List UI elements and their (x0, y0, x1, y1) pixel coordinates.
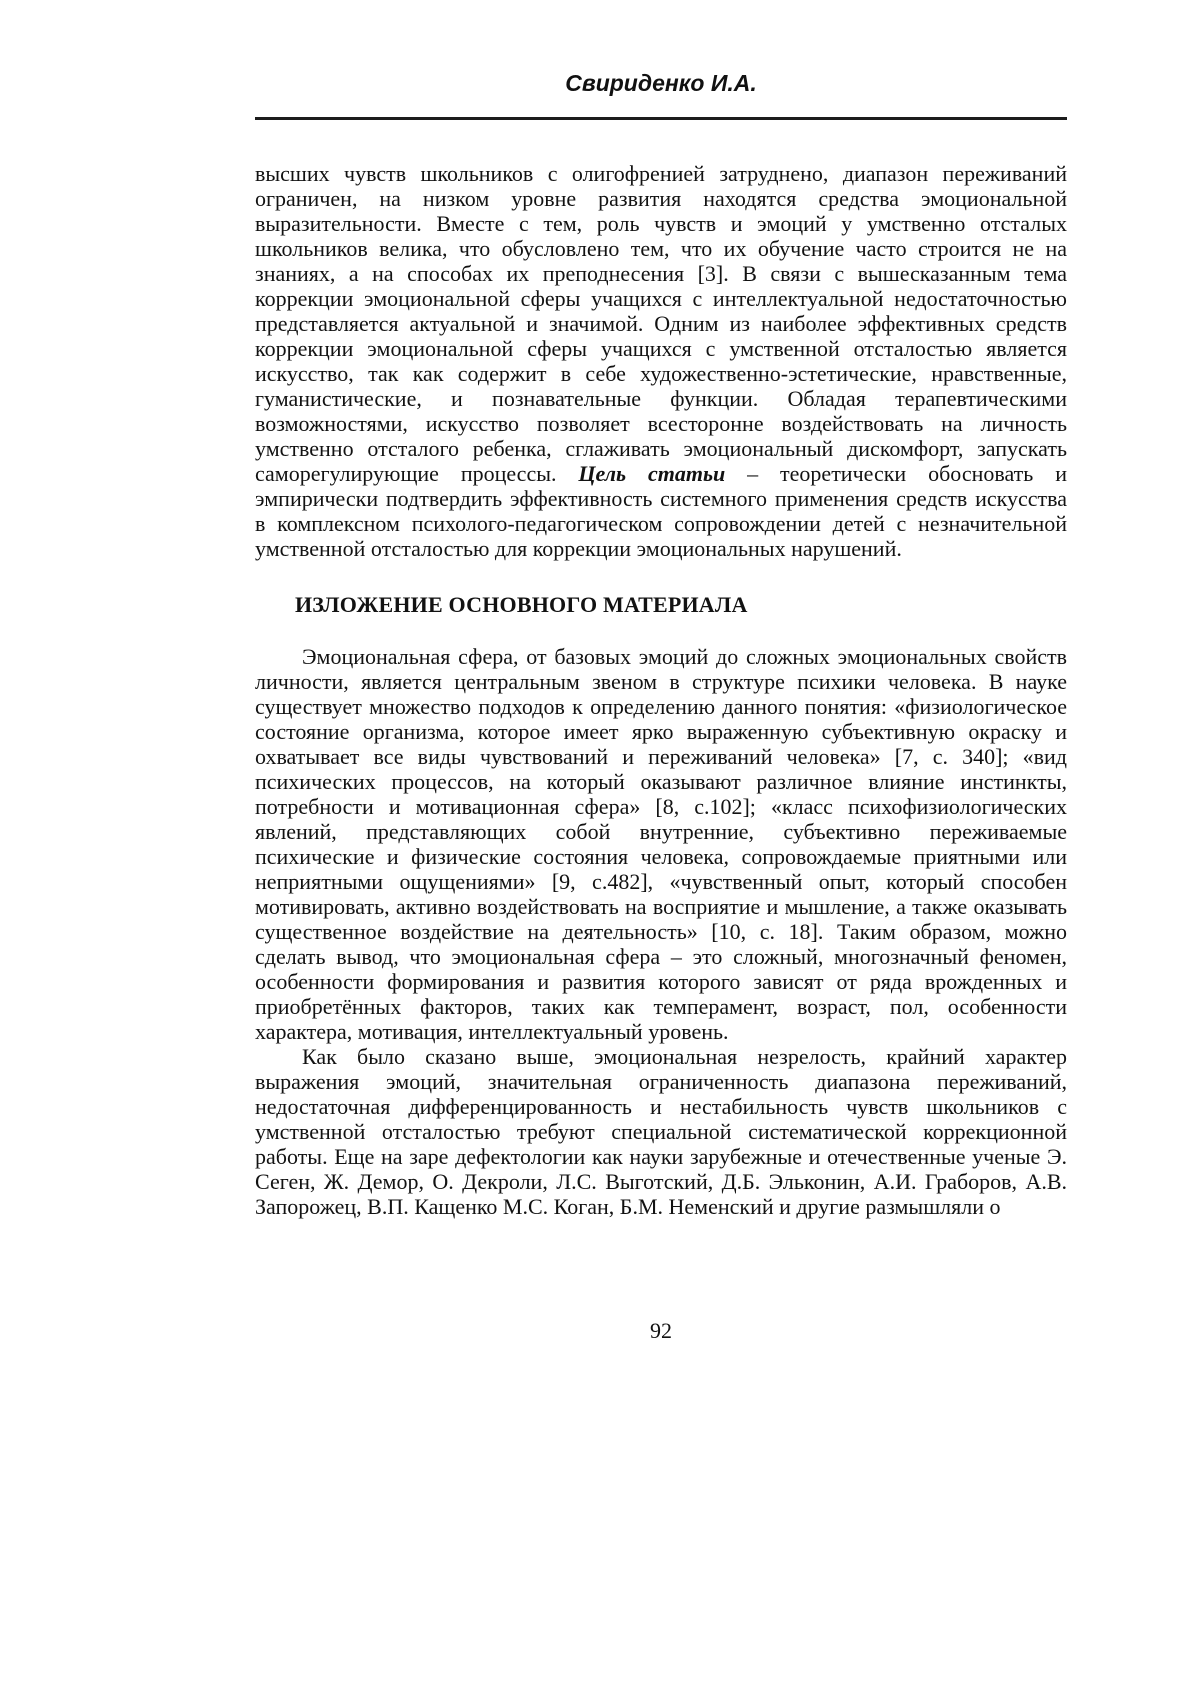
paragraph-continuation (255, 161, 1067, 561)
article-body (255, 161, 1067, 1219)
paragraph-continuation-text: высших чувств школьников с олигофренией затруднено, диапазон переживаний ограничен, на низком уровне развития находятся средства эмоциональной выразительности. Вместе с тем, роль чувств и эмоций у умственно отсталых школьников велика, что обусловлено тем, что их обучение часто строится не на знаниях, а на способах их преподнесения [3]. В связи с вышесказанным тема коррекции эмоциональной сферы учащихся с интеллектуальной недостаточностью представляется актуальной и значимой. Одним из наиболее эффективных средств коррекции эмоциональной сферы учащихся с умственной отсталостью является искусство, так как содержит в себе художественно-эстетические, нравственные, гуманистические, и познавательные функции. Обладая терапевтическими возможностями, искусство позволяет всесторонне воздействовать на личность умственно отсталого ребенка, сглаживать эмоциональный дискомфорт, запускать саморегулирующие процессы. (255, 161, 1067, 486)
text-column (255, 0, 1067, 1219)
paragraph-correction-work: Как было сказано выше, эмоциональная незрелость, крайний характер выражения эмоций, значительная ограниченность диапазона переживаний, недостаточная дифференцированность и нестабильность чувств школьников с умственной отсталостью требуют специальной систематической коррекционной работы. Еще на заре дефектологии как науки зарубежные и отечественные ученые Э. Сеген, Ж. Демор, О. Декроли, Л.С. Выготский, Д.Б. Эльконин, А.И. Граборов, А.В. Запорожец, В.П. Кащенко М.С. Коган, Б.М. Неменский и другие размышляли о (255, 1044, 1067, 1219)
running-header-author: Свириденко И.А. (565, 70, 757, 96)
page-number: 92 (650, 1318, 672, 1343)
section-heading: ИЗЛОЖЕНИЕ ОСНОВНОГО МАТЕРИАЛА (295, 592, 748, 617)
article-goal-emphasis: Цель статьи (578, 461, 726, 486)
header-rule (255, 117, 1067, 120)
paragraph-continuation-text-after: – теоретически обосновать и эмпирически подтвердить эффективность системного применения средств искусства в комплексном психолого-педагогическом сопровождении детей с незначительной умственной отсталостью для коррекции эмоциональных нарушений. (255, 461, 1067, 561)
paragraph-emotional-sphere: Эмоциональная сфера, от базовых эмоций до сложных эмоциональных свойств личности, является центральным звеном в структуре психики человека. В науке существует множество подходов к определению данного понятия: «физиологическое состояние организма, которое имеет ярко выраженную субъективную окраску и охватывает все виды чувствований и переживаний человека» [7, с. 340]; «вид психических процессов, на который оказывают различное влияние инстинкты, потребности и мотивационная сфера» [8, с.102]; «класс психофизиологических явлений, представляющих собой внутренние, субъективно переживаемые психические и физические состояния человека, сопровождаемые приятными или неприятными ощущениями» [9, с.482], «чувственный опыт, который способен мотивировать, активно воздействовать на восприятие и мышление, а также оказывать существенное воздействие на деятельность» [10, с. 18]. Таким образом, можно сделать вывод, что эмоциональная сфера – это сложный, многозначный феномен, особенности формирования и развития которого зависят от ряда врожденных и приобретённых факторов, таких как темперамент, возраст, пол, особенности характера, мотивация, интеллектуальный уровень. (255, 644, 1067, 1044)
